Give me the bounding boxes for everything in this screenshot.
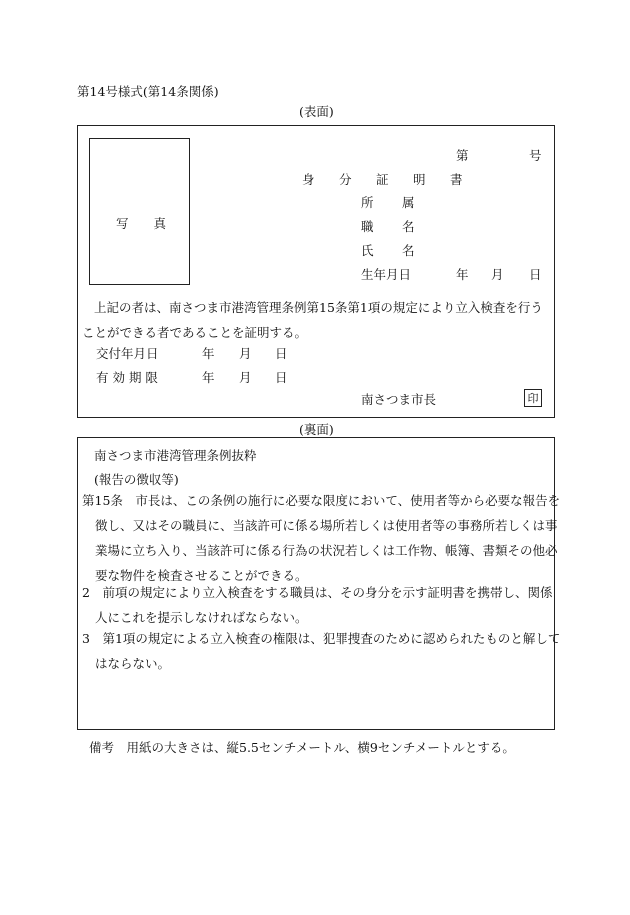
birth-day: 日 [529, 267, 542, 282]
clause-2: 2 前項の規定により立入検査をする職員は、その身分を示す証明書を携帯し、関係人にこれを提示しなければならない。 [82, 585, 553, 625]
section-heading: (報告の徴収等) [94, 472, 179, 487]
issue-month: 月 [239, 346, 252, 361]
number-dai: 第 [456, 148, 469, 163]
field-position: 職 名 [361, 219, 423, 234]
excerpt-title: 南さつま市港湾管理条例抜粋 [94, 448, 257, 463]
form-label: 第14号様式(第14条関係) [77, 84, 219, 99]
remarks-note: 備考 用紙の大きさは、縦5.5センチメートル、横9センチメートルとする。 [89, 740, 515, 755]
field-name: 氏 名 [361, 243, 423, 258]
back-card [77, 437, 561, 730]
field-affiliation: 所 属 [361, 195, 423, 210]
issue-day: 日 [275, 346, 288, 361]
certificate-title: 身 分 証 明 書 [302, 172, 469, 187]
field-birthdate: 生年月日 [361, 267, 412, 282]
number-go: 号 [529, 148, 542, 163]
birth-month: 月 [491, 267, 504, 282]
seal-mark: 印 [524, 389, 542, 407]
validity-label: 有 効 期 限 [96, 370, 158, 385]
issuer-name: 南さつま市長 [361, 392, 437, 407]
validity-month: 月 [239, 370, 252, 385]
birth-year: 年 [456, 267, 469, 282]
clause-15: 第15条 市長は、この条例の施行に必要な限度において、使用者等から必要な報告を徴し、又はその職員に、当該許可に係る場所若しくは使用者等の事務所若しくは事業場に立ち入り、当該許可に係る行為の状況若しくは工作物、帳簿、書類その他必要な物件を検査させることができる。 [82, 493, 561, 583]
back-heading: (裏面) [299, 422, 334, 437]
clause-3: 3 第1項の規定による立入検査の権限は、犯罪捜査のために認められたものと解してはならない。 [82, 631, 561, 671]
photo-box [89, 138, 190, 285]
validity-day: 日 [275, 370, 288, 385]
front-heading: (表面) [299, 104, 334, 119]
issue-year: 年 [202, 346, 215, 361]
front-card [77, 125, 555, 418]
issue-date-label: 交付年月日 [96, 346, 159, 361]
photo-label: 写 真 [116, 216, 167, 231]
validity-year: 年 [202, 370, 215, 385]
certification-text: 上記の者は、南さつま市港湾管理条例第15条第1項の規定により立入検査を行うことができる者であることを証明する。 [82, 300, 543, 340]
